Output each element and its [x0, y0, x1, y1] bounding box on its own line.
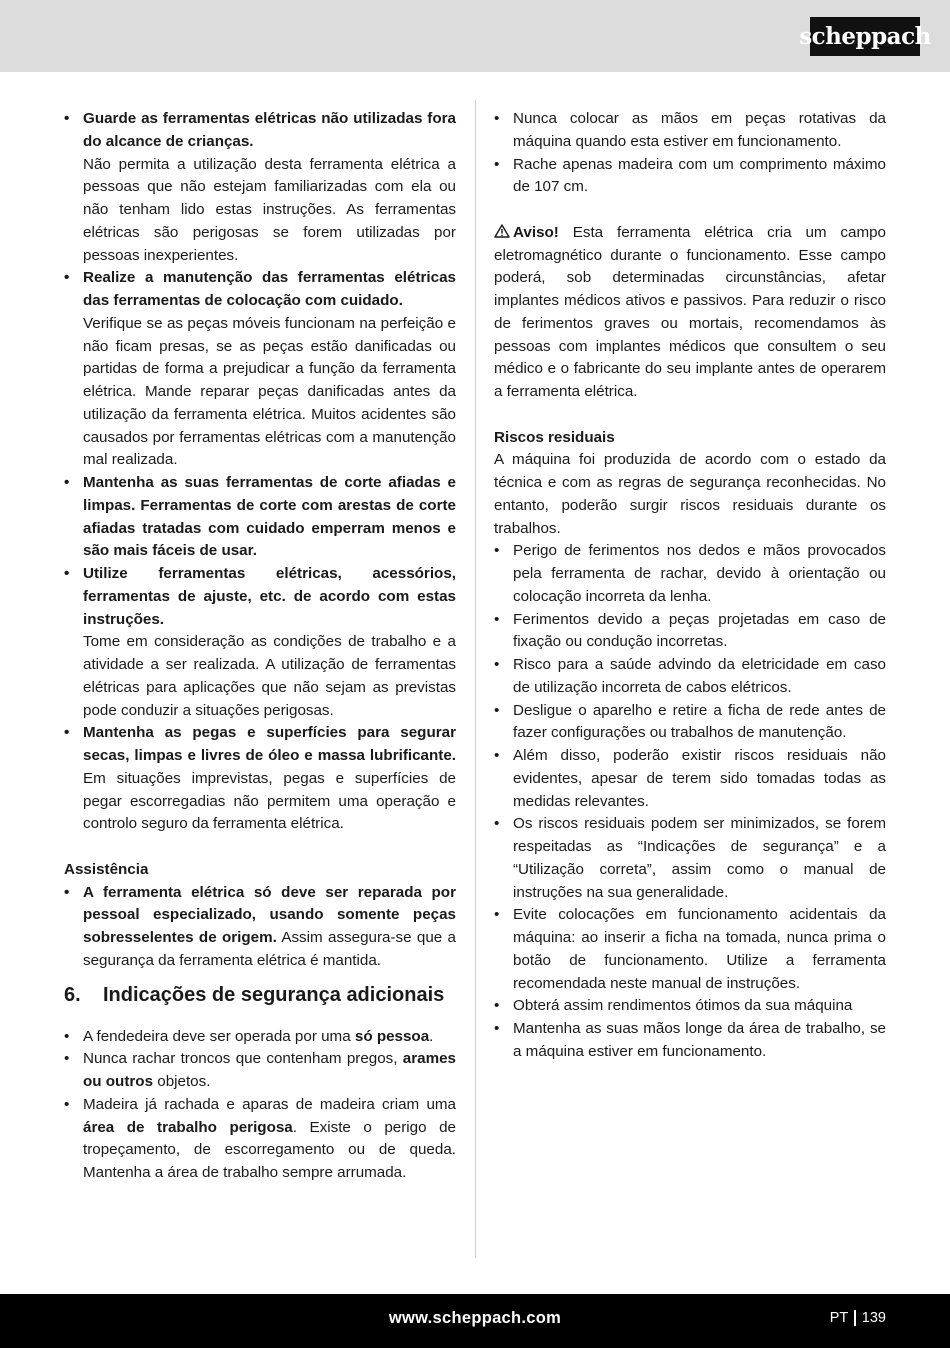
item-text: Não permita a utilização desta ferramenta elétrica a pessoas que não estejam familiarizadas com ela ou não tenham lido estas instruções. As ferramentas elétricas são perigosas se forem utilizadas por pessoas inexperientes. [83, 155, 456, 264]
list-item [494, 813, 886, 904]
bullet-icon: • [494, 906, 500, 924]
item-text: Ferimentos devido a peças projetadas em caso de fixação ou condução incorretas. [513, 610, 886, 651]
bullet-icon: • [64, 724, 70, 742]
item-text: objetos. [153, 1073, 211, 1090]
warning-text: Esta ferramenta elétrica cria um campo eletromagnético durante o funcionamento. Esse campo poderá, sob determinadas circunstâncias, afetar implantes médicos ativos e passivos. Para reduzir o risco de ferimentos graves ou mortais, recomendamos às pessoas com implantes médicos que consultem o seu médico e o fabricante do seu implante antes de operarem a ferramenta elétrica. [494, 223, 886, 400]
bullet-icon: • [64, 269, 70, 287]
bullet-icon: • [494, 1020, 500, 1037]
list-item [494, 540, 886, 608]
section-number: 6. [64, 983, 81, 1006]
bullet-icon: • [64, 110, 70, 127]
item-heading: Realize a manutenção das ferramentas elétricas das ferramentas de colocação com cuidado. [83, 269, 456, 309]
list-item [494, 654, 886, 700]
language-code: PT [829, 1310, 849, 1326]
item-text: Nunca colocar as mãos em peças rotativas da máquina quando esta estiver em funcionamento. [513, 110, 886, 150]
list-item [64, 108, 456, 267]
warning-paragraph [494, 222, 886, 404]
header-bar [0, 0, 950, 72]
item-text: A fendedeira deve ser operada por uma [83, 1027, 355, 1045]
item-heading: Mantenha as suas ferramentas de corte afiadas e limpas. Ferramentas de corte com arestas de corte afiadas tratadas com cuidado emperram menos e são mais fáceis de usar. [83, 474, 456, 560]
bullet-icon: • [64, 883, 70, 901]
item-text: Madeira já rachada e aparas de madeira criam uma [83, 1095, 456, 1113]
bullet-icon: • [64, 1095, 70, 1113]
bullet-icon: • [64, 565, 70, 582]
item-text: . Existe o perigo de tropeçamento, de escorregamento ou de queda. Mantenha a área de trabalho sempre arrumada. [83, 1118, 456, 1181]
bullet-icon: • [494, 997, 500, 1015]
list-item [494, 1018, 886, 1064]
item-emphasis: só pessoa [354, 1027, 430, 1045]
website-link[interactable]: www.scheppach.com [388, 1309, 562, 1327]
item-heading: Utilize ferramentas elétricas, acessórios, ferramentas de ajuste, etc. de acordo com estas instruções. [83, 565, 456, 628]
list-item [64, 563, 456, 722]
column-divider [475, 100, 476, 1258]
bullet-icon: • [494, 747, 500, 764]
bullet-icon: • [494, 542, 500, 560]
item-text: Perigo de ferimentos nos dedos e mãos provocados pela ferramenta de rachar, devido à orientação ou colocação incorreta da lenha. [513, 542, 886, 605]
item-emphasis: área de trabalho perigosa [83, 1118, 293, 1136]
item-text: Além disso, poderão existir riscos residuais não evidentes, apesar de terem sido tomadas todas as medidas relevantes. [513, 747, 886, 810]
item-text: Tome em consideração as condições de trabalho e a atividade a ser realizada. A utilização de ferramentas elétricas para aplicações que não sejam as previstas pode conduzir a situações perigosas. [83, 633, 456, 719]
bullet-icon: • [64, 474, 70, 491]
warning-label: Aviso! [513, 223, 559, 241]
item-text: Verifique se as peças móveis funcionam na perfeição e não ficam presas, se as peças estão danificadas ou partidas de forma a prejudicar a função da ferramenta elétrica. Mande reparar peças danificadas antes da utilização da ferramenta elétrica. Muitos acidentes são causados por ferramentas elétricas com a manutenção mal realizada. [83, 314, 456, 469]
list-item [494, 154, 886, 200]
item-text: Desligue o aparelho e retire a ficha de rede antes de fazer configurações ou trabalhos de manutenção. [513, 701, 886, 742]
section-title: Indicações de segurança adicionais [103, 983, 445, 1006]
footer-bar [0, 1294, 950, 1348]
list-item [64, 267, 456, 472]
bullet-icon: • [64, 1027, 70, 1045]
separator [854, 1310, 856, 1326]
bullet-icon: • [494, 656, 500, 673]
list-item [64, 722, 456, 836]
item-text: Rache apenas madeira com um comprimento máximo de 107 cm. [513, 155, 886, 196]
item-emphasis: arames ou outros [83, 1050, 456, 1090]
right-column [494, 108, 886, 1064]
list-item [64, 1094, 456, 1185]
item-text: Os riscos residuais podem ser minimizados, se forem respeitadas as “Indicações de segurança” e a “Utilização correta”, assim como o manual de instruções na sua generalidade. [513, 815, 886, 901]
item-text: . [429, 1027, 434, 1045]
scheppach-logo: scheppach [810, 17, 920, 56]
list-item [494, 108, 886, 154]
residual-intro: A máquina foi produzida de acordo com o estado da técnica e com as regras de segurança reconhecidas. No entanto, poderão surgir riscos residuais durante os trabalhos. [494, 451, 886, 537]
list-item [494, 995, 886, 1018]
list-item [494, 904, 886, 995]
list-item [64, 472, 456, 563]
bullet-icon: • [494, 110, 500, 127]
item-heading: Mantenha as pegas e superfícies para segurar secas, limpas e livres de óleo e massa lubrificante. [83, 724, 456, 764]
page-indicator [830, 1310, 886, 1326]
bullet-icon: • [494, 701, 500, 719]
item-heading: A ferramenta elétrica só deve ser reparada por pessoal especializado, usando somente peças sobresselentes de origem. [83, 883, 456, 946]
item-heading: Guarde as ferramentas elétricas não utilizadas fora do alcance de crianças. [83, 110, 456, 150]
left-column [64, 108, 456, 1185]
page-number: 139 [861, 1310, 886, 1326]
list-item [494, 700, 886, 746]
warning-triangle-icon [494, 224, 510, 238]
item-text: Mantenha as suas mãos longe da área de trabalho, se a máquina estiver em funcionamento. [513, 1020, 886, 1060]
bullet-icon: • [64, 1050, 70, 1068]
list-item [64, 1048, 456, 1094]
list-item [64, 1026, 456, 1049]
item-text: Obterá assim rendimentos ótimos da sua máquina [513, 997, 853, 1015]
list-item [64, 882, 456, 973]
section-heading [64, 982, 456, 1008]
bullet-icon: • [494, 815, 500, 833]
item-text: Risco para a saúde advindo da eletricidade em caso de utilização incorreta de cabos elétricos. [513, 656, 886, 696]
bullet-icon: • [494, 155, 500, 173]
item-text: Assim assegura-se que a segurança da ferramenta elétrica é mantida. [83, 929, 457, 969]
list-item [494, 609, 886, 655]
list-item [494, 745, 886, 813]
bullet-icon: • [494, 610, 500, 628]
item-text: Evite colocações em funcionamento acidentais da máquina: ao inserir a ficha na tomada, nunca prima o botão de funcionamento. Utilize a ferramenta recomendada neste manual de instruções. [513, 906, 886, 992]
item-text: Em situações imprevistas, pegas e superfícies de pegar escorregadias não permitem uma operação e controlo seguro da ferramenta elétrica. [83, 769, 456, 833]
residual-heading: Riscos residuais [494, 428, 615, 446]
item-text: Nunca rachar troncos que contenham pregos, [83, 1050, 403, 1068]
assist-heading: Assistência [64, 860, 149, 878]
